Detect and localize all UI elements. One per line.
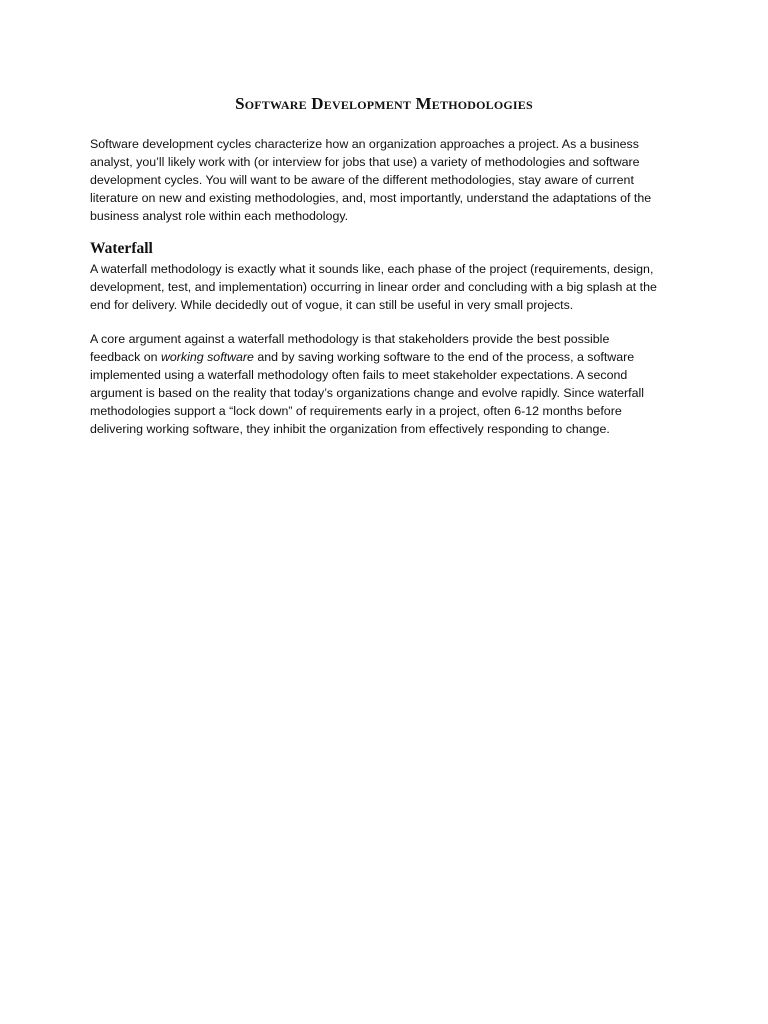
paragraph-line: argument is based on the reality that today’s organizations change and evolve rapidly. Since waterfall (90, 386, 645, 400)
waterfall-paragraph-1 (90, 260, 680, 314)
section-heading-waterfall: Waterfall (90, 240, 153, 257)
paragraph-line: methodologies support a “lock down” of requirements early in a project, often 6-12 months before (90, 404, 622, 418)
intro-line: analyst, you’ll likely work with (or interview for jobs that use) a variety of methodologies and software (90, 155, 640, 169)
paragraph-line-with-emphasis (90, 348, 680, 366)
line-text: and by saving working software to the end of the process, a software (253, 350, 635, 364)
emphasis-working-software: working software (160, 350, 254, 364)
document-title: Software Development Methodologies (235, 94, 533, 113)
waterfall-paragraph-2 (90, 330, 680, 438)
intro-line: business analyst role within each methodology. (90, 209, 349, 223)
intro-paragraph (90, 135, 680, 225)
paragraph-line: development, test, and implementation) occurring in linear order and concluding with a big splash at the (90, 280, 657, 294)
paragraph-line: A core argument against a waterfall methodology is that stakeholders provide the best possible (90, 332, 610, 346)
paragraph-line: A waterfall methodology is exactly what it sounds like, each phase of the project (requirements, design, (90, 262, 654, 276)
paragraph-line: implemented using a waterfall methodology often fails to meet stakeholder expectations. A second (90, 368, 628, 382)
intro-line: Software development cycles characterize how an organization approaches a project. As a business (90, 137, 639, 151)
paragraph-line: end for delivery. While decidedly out of vogue, it can still be useful in very small projects. (90, 298, 574, 312)
paragraph-line: delivering working software, they inhibit the organization from effectively responding to change. (90, 422, 610, 436)
intro-line: literature on new and existing methodologies, and, most importantly, understand the adaptations of the (90, 191, 652, 205)
line-text: feedback on (90, 350, 161, 364)
intro-line: development cycles. You will want to be aware of the different methodologies, stay aware of current (90, 173, 634, 187)
